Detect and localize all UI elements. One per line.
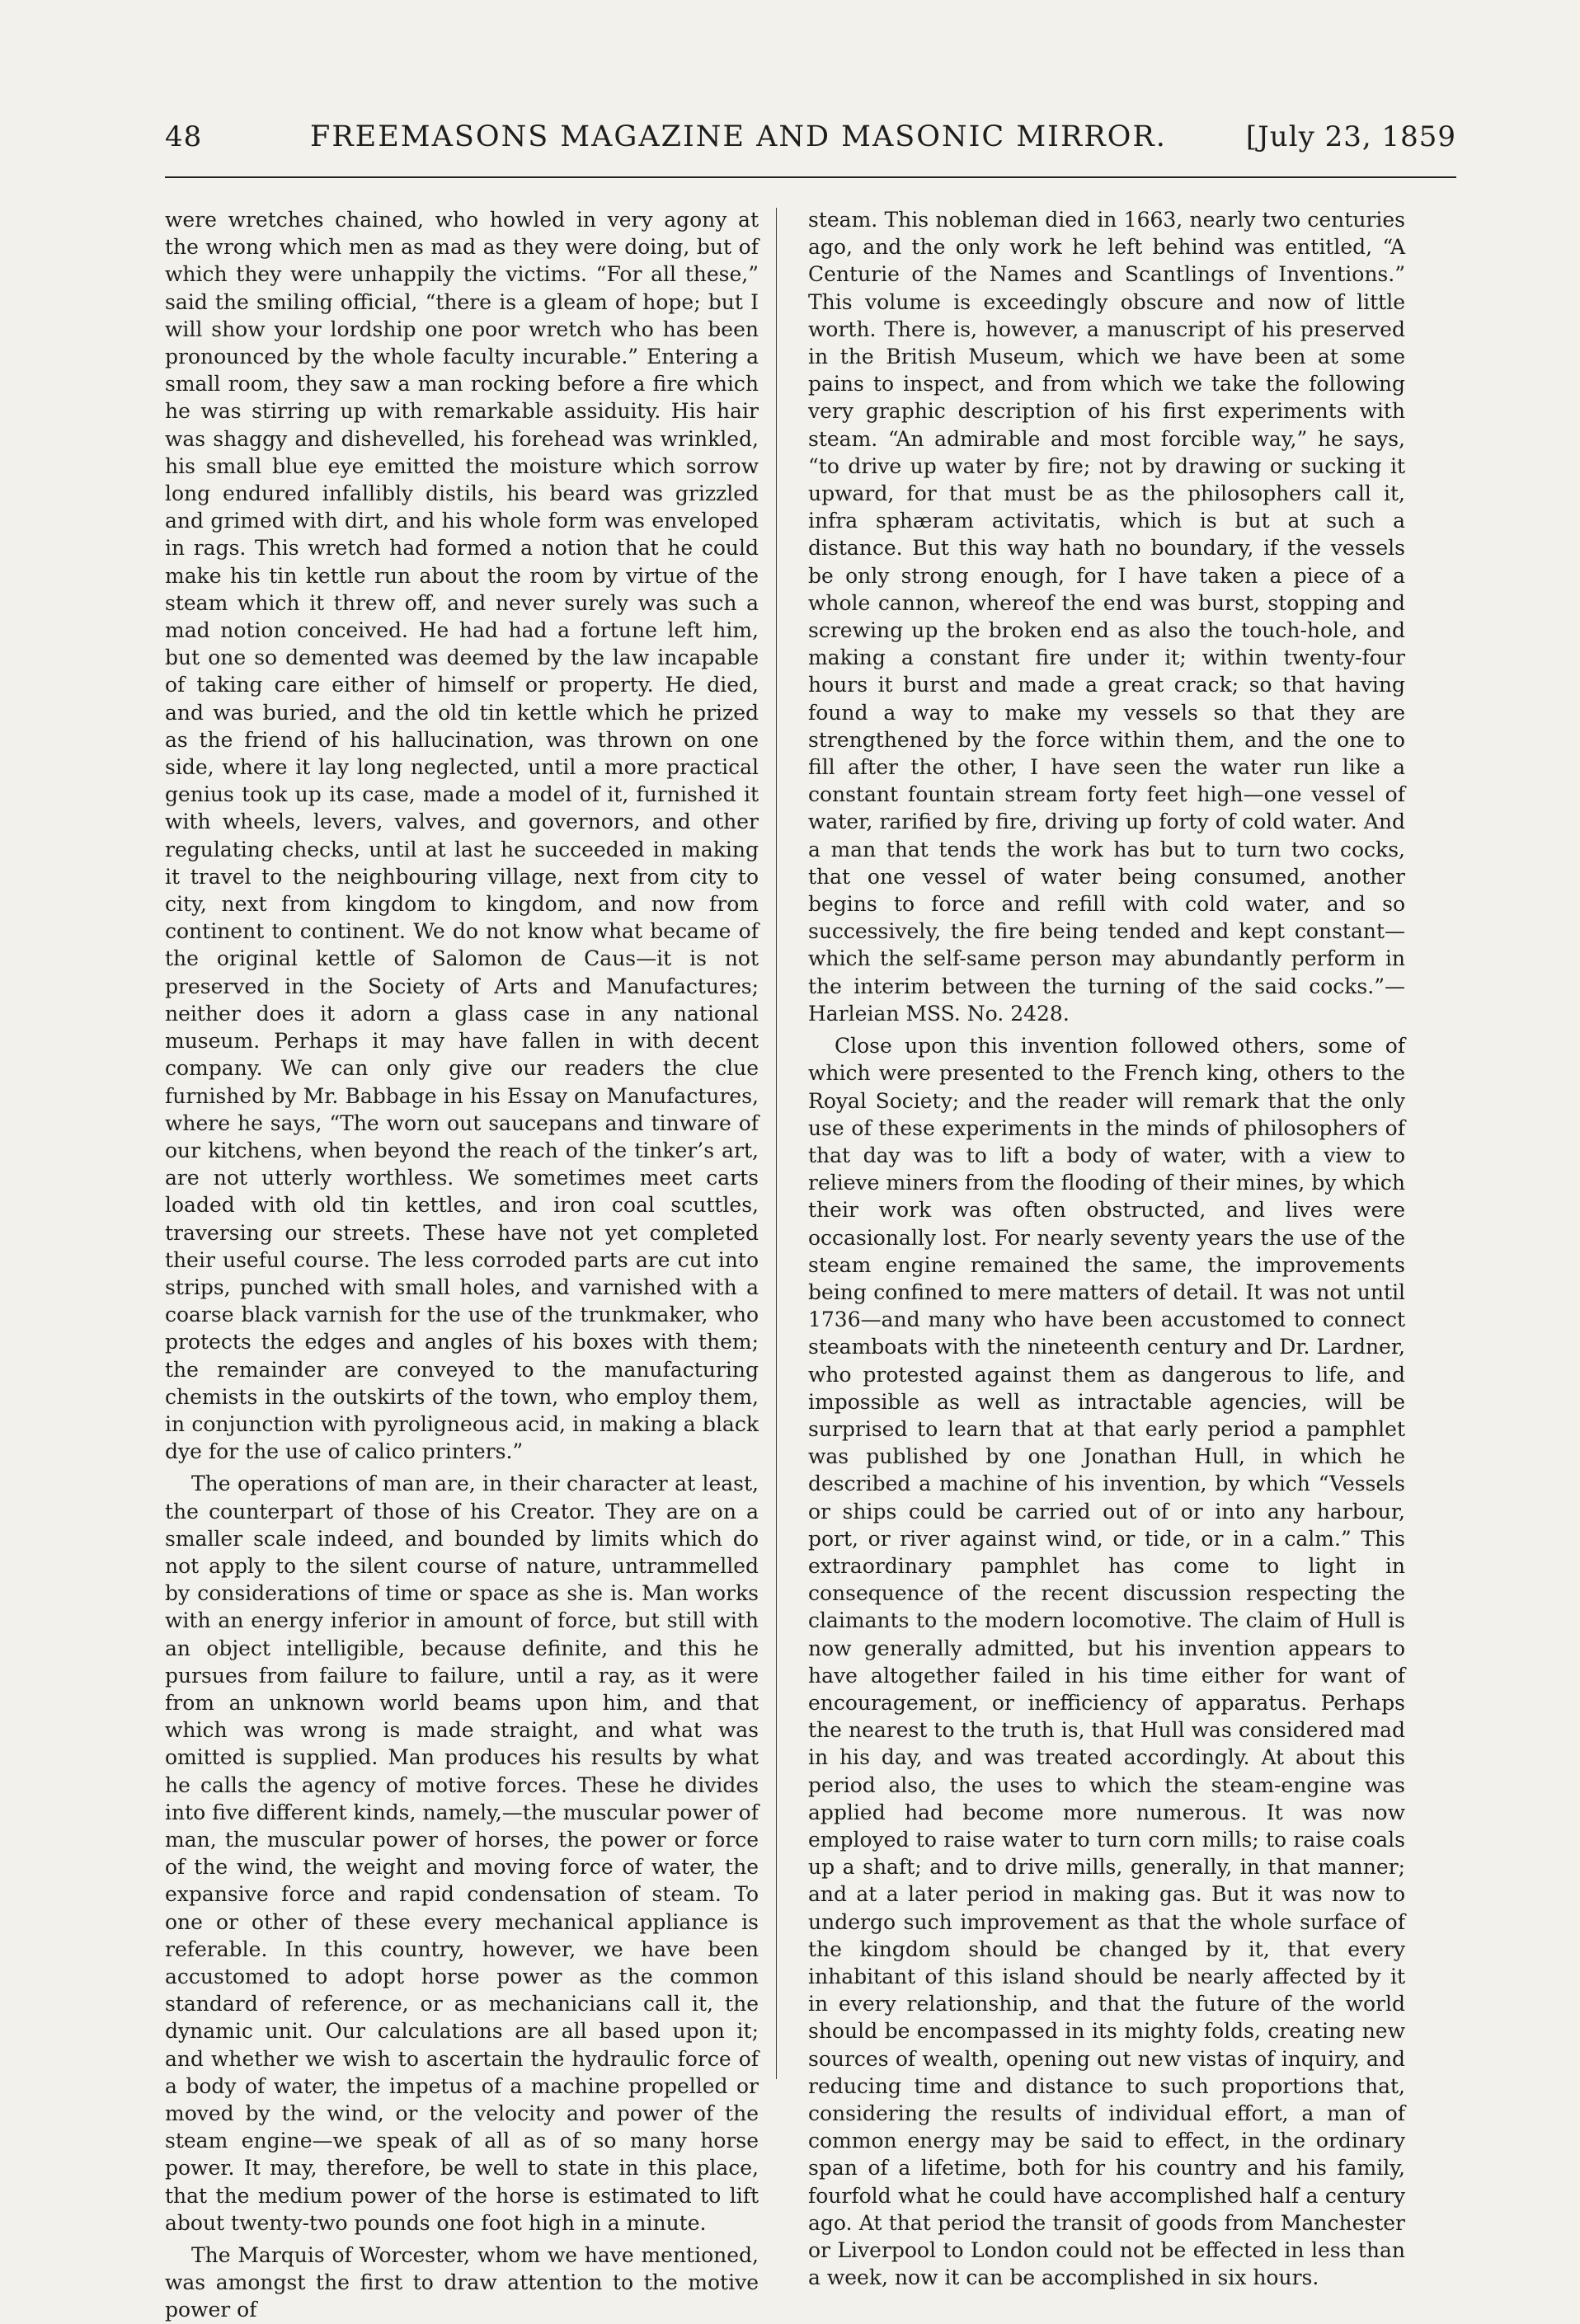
- column-divider: [776, 208, 777, 2079]
- article-paragraph: The operations of man are, in their character at least, the counterpart of those of his Creator. They are on a smaller scale indeed, and bounded by limits which do not apply to the silent course of nature, untrammelled by considerations of time or space as she is. Man works with an energy inferior in amount of force, but still with an object intelligible, because definite, and this he pursues from failure to failure, until a ray, as it were from an unknown world beams upon him, and that which was wrong is made straight, and what was omitted is supplied. Man produces his results by what he calls the agency of motive forces. These he divides into five different kinds, namely,—the muscular power of man, the muscular power of horses, the power or force of the wind, the weight and moving force of water, the expansive force and rapid condensation of steam. To one or other of these every mechanical appliance is referable. In this country, however, we have been accustomed to adopt horse power as the common standard of reference, or as mechanicians call it, the dynamic unit. Our calculations are all based upon it; and whether we wish to ascertain the hydraulic force of a body of water, the impetus of a machine propelled or moved by the wind, or the velocity and power of the steam engine—we speak of all as of so many horse power. It may, therefore, be well to state in this place, that the medium power of the horse is estimated to lift about twenty-two pounds one foot high in a minute.: [165, 1472, 759, 2235]
- issue-date: [July 23, 1859: [1245, 120, 1456, 153]
- page-header: [165, 120, 1456, 163]
- right-column: [808, 206, 1405, 2291]
- running-title: FREEMASONS MAGAZINE AND MASONIC MIRROR.: [310, 120, 1167, 153]
- article-paragraph: Close upon this invention followed others, some of which were presented to the French king, others to the Royal Society; and the reader will remark that the only use of these experiments in the minds of philosophers of that day was to lift a body of water, with a view to relieve miners from the flooding of their mines, by which their work was often obstructed, and lives were occasionally lost. For nearly seventy years the use of the steam engine remained the same, the improvements being confined to mere matters of detail. It was not until 1736—and many who have been accustomed to connect steamboats with the nineteenth century and Dr. Lardner, who protested against them as dangerous to life, and impossible as well as intractable agencies, will be surprised to learn that at that early period a pamphlet was published by one Jonathan Hull, in which he described a machine of his invention, by which “Vessels or ships could be carried out of or into any harbour, port, or river against wind, or tide, or in a calm.” This extraordinary pamphlet has come to light in consequence of the recent discussion respecting the claimants to the modern locomotive. The claim of Hull is now generally admitted, but his invention appears to have altogether failed in his time either for want of encouragement, or inefficiency of apparatus. Perhaps the nearest to the truth is, that Hull was considered mad in his day, and was treated accordingly. At about this period also, the uses to which the steam-engine was applied had become more numerous. It was now employed to raise water to turn corn mills; to raise coals up a shaft; and to drive mills, generally, in that manner; and at a later period in making gas. But it was now to undergo such improvement as that the whole surface of the kingdom should be changed by it, that every inhabitant of this island should be nearly affected by it in every relationship, and that the future of the world should be encompassed in its mighty folds, creating new sources of wealth, opening out new vistas of inquiry, and reducing time and distance to such proportions that, considering the results of individual effort, a man of common energy may be said to effect, in the ordinary span of a lifetime, both for his country and his family, fourfold what he could have accomplished half a century ago. At that period the transit of goods from Manchester or Liverpool to London could not be effected in less than a week, now it can be accomplished in six hours.: [808, 1034, 1405, 2290]
- page-number: 48: [165, 120, 203, 153]
- article-paragraph: were wretches chained, who howled in very agony at the wrong which men as mad as they were doing, but of which they were unhappily the victims. “For all these,” said the smiling official, “there is a gleam of hope; but I will show your lordship one poor wretch who has been pronounced by the whole faculty incurable.” Entering a small room, they saw a man rocking before a fire which he was stirring up with remarkable assiduity. His hair was shaggy and dishevelled, his forehead was wrinkled, his small blue eye emitted the moisture which sorrow long endured infallibly distils, his beard was grizzled and grimed with dirt, and his whole form was enveloped in rags. This wretch had formed a notion that he could make his tin kettle run about the room by virtue of the steam which it threw off, and never surely was such a mad notion conceived. He had had a fortune left him, but one so demented was deemed by the law incapable of taking care either of himself or property. He died, and was buried, and the old tin kettle which he prized as the friend of his hallucination, was thrown on one side, where it lay long neglected, until a more practical genius took up its case, made a model of it, furnished it with wheels, levers, valves, and governors, and other regulating checks, until at last he succeeded in making it travel to the neighbouring village, next from city to city, next from kingdom to kingdom, and now from continent to continent. We do not know what became of the original kettle of Salomon de Caus—it is not preserved in the Society of Arts and Manufactures; neither does it adorn a glass case in any national museum. Perhaps it may have fallen in with decent company. We can only give our readers the clue furnished by Mr. Babbage in his Essay on Manufactures, where he says, “The worn out saucepans and tinware of our kitchens, when beyond the reach of the tinker’s art, are not utterly worthless. We sometimes meet carts loaded with old tin kettles, and iron coal scuttles, traversing our streets. These have not yet completed their useful course. The less corroded parts are cut into strips, punched with small holes, and varnished with a coarse black varnish for the use of the trunkmaker, who protects the edges and angles of his boxes with them; the remainder are conveyed to the manufacturing chemists in the outskirts of the town, who employ them, in conjunction with pyroligneous acid, in making a black dye for the use of calico printers.”: [165, 208, 759, 1464]
- header-rule: [165, 176, 1456, 178]
- article-paragraph: steam. This nobleman died in 1663, nearly two centuries ago, and the only work he left behind was entitled, “A Centurie of the Names and Scantlings of Inventions.” This volume is exceedingly obscure and now of little worth. There is, however, a manuscript of his preserved in the British Museum, which we have been at some pains to inspect, and from which we take the following very graphic description of his first experiments with steam. “An admirable and most forcible way,” he says, “to drive up water by fire; not by drawing or sucking it upward, for that must be as the philosophers call it, infra sphæram activitatis, which is but at such a distance. But this way hath no boundary, if the vessels be only strong enough, for I have taken a piece of a whole cannon, whereof the end was burst, stopping and screwing up the broken end as also the touch-hole, and making a constant fire under it; within twenty-four hours it burst and made a great crack; so that having found a way to make my vessels so that they are strengthened by the force within them, and the one to fill after the other, I have seen the water run like a constant fountain stream forty feet high—one vessel of water, rarified by fire, driving up forty of cold water. And a man that tends the work has but to turn two cocks, that one vessel of water being consumed, another begins to force and refill with cold water, and so successively, the fire being tended and kept constant—which the self-same person may abundantly perform in the interim between the turning of the said cocks.”—Harleian MSS. No. 2428.: [808, 208, 1405, 1026]
- article-paragraph: The Marquis of Worcester, whom we have mentioned, was amongst the first to draw attention to the motive power of: [165, 2243, 759, 2322]
- left-column: [165, 206, 759, 2324]
